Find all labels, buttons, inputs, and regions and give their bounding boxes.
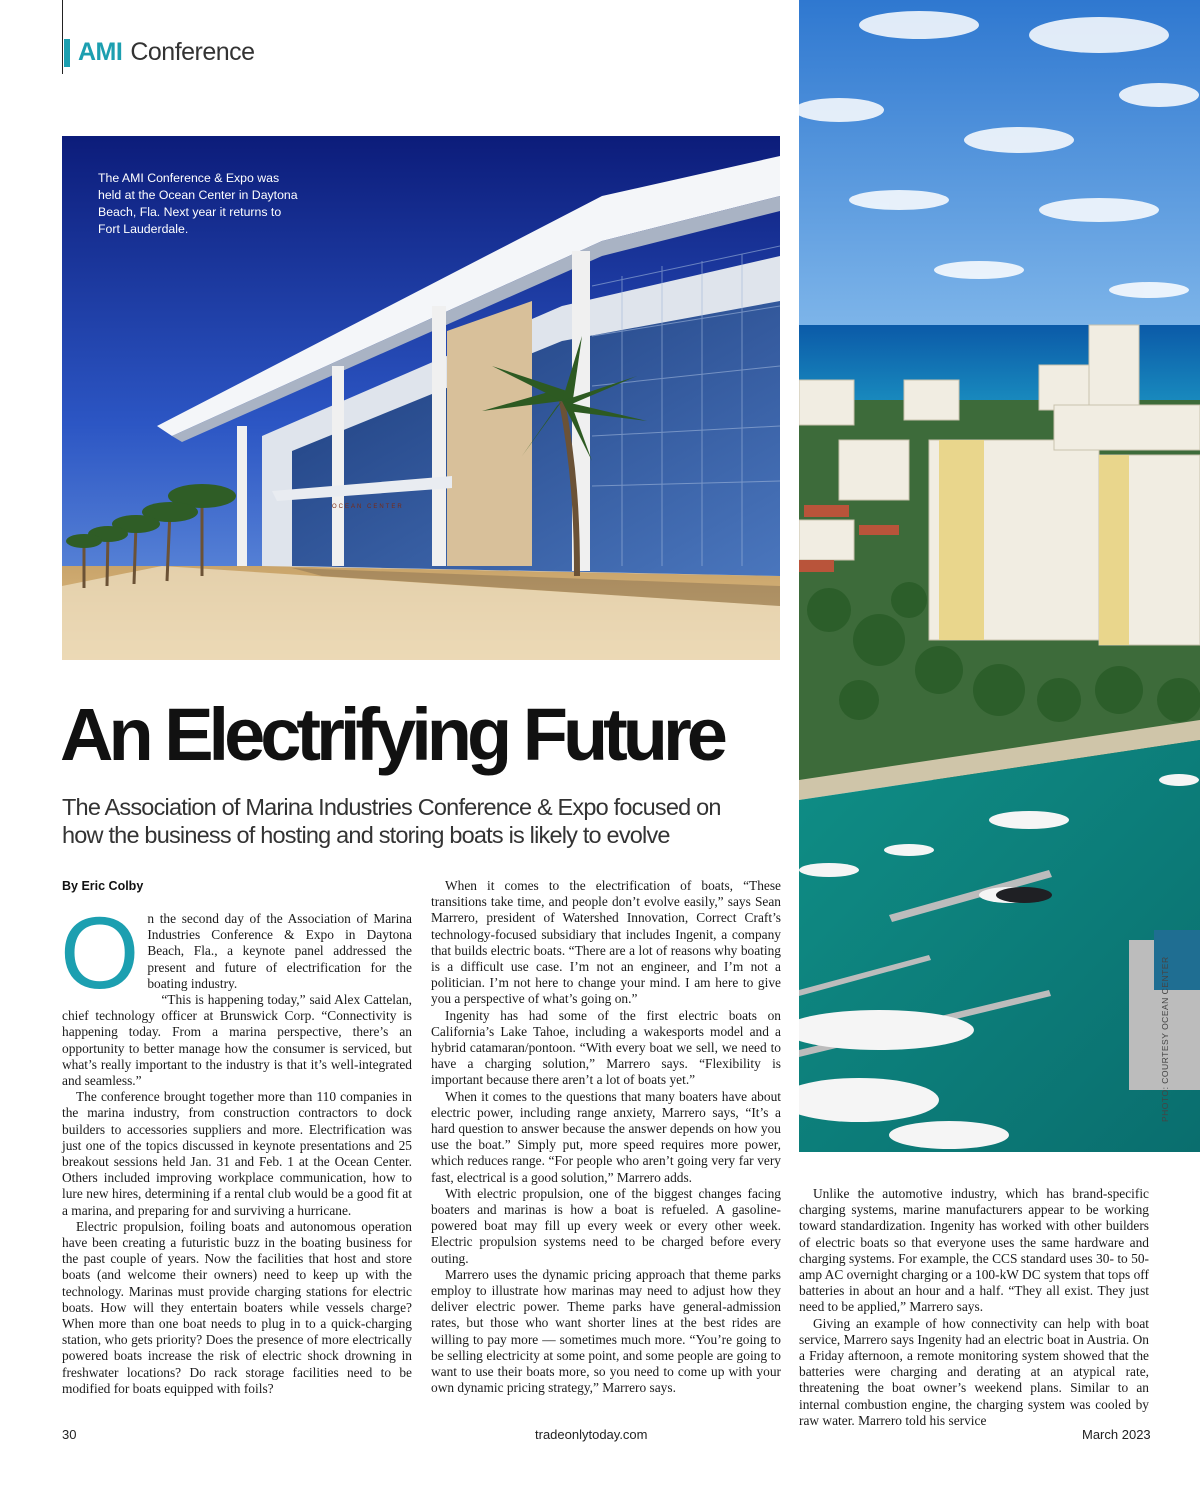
section-name: Conference bbox=[130, 38, 255, 66]
photo-caption: The AMI Conference & Expo was held at the Ocean Center in Daytona Beach, Fla. Next year it returns to Fort Lauderdale. bbox=[98, 171, 298, 236]
article-column-3 bbox=[799, 1186, 1149, 1429]
photo-credit: PHOTO: COURTESY OCEAN CENTER bbox=[1160, 956, 1170, 1122]
issue-date: March 2023 bbox=[1082, 1427, 1151, 1442]
headline: An Electrifying Future bbox=[60, 693, 723, 776]
paragraph: The conference brought together more than 110 companies in the marina industry, from construction contractors to dock builders to accessories suppliers and more. Electrification was just one of the topics discussed in keynote presentations and 25 breakout sessions held Jan. 31 and Feb. 1 at the Ocean Center. Others included improving workplace communication, how to lure new hires, determining if a rental club would be a good fit at a marina, and preparing for and surviving a hurricane. bbox=[62, 1089, 412, 1218]
drop-cap: O bbox=[60, 896, 140, 1010]
aerial-marina-photo bbox=[799, 0, 1200, 1152]
paragraph: When it comes to the questions that many boaters have about electric power, including range anxiety, Marrero says, “It’s a hard question to answer because the answer depends on how you use the boat.” Simply put, more speed requires more power, which reduces range. “For people who aren’t going very far very fast, electrical is a good solution,” Marrero adds. bbox=[431, 1088, 781, 1185]
ocean-center-photo bbox=[62, 136, 780, 660]
deck: The Association of Marina Industries Conference & Expo focused on how the business of hosting and storing boats is likely to evolve bbox=[62, 794, 721, 848]
paragraph: Giving an example of how connectivity can help with boat service, Marrero says Ingenity had an electric boat in Austria. On a Friday afternoon, a remote monitoring system showed that the batteries were charging and derating at an atypical rate, threatening the boat owner’s weekend plans. Similar to an internal combustion engine, the charging system was cooled by raw water. Marrero told his service bbox=[799, 1315, 1149, 1428]
page-number: 30 bbox=[62, 1427, 77, 1442]
paragraph: Unlike the automotive industry, which has brand-specific charging systems, marine manufacturers appear to be working toward standardization. Ingenity has worked with other builders of electric boats so that everyone uses the same hardware and charging systems. For example, the CCS standard uses 30- to 50-amp AC overnight charging or a 100-kW DC system that tops off batteries in about an hour and a half. “They all exist. They just need to be applied,” Marrero says. bbox=[799, 1186, 1149, 1315]
article-column-2 bbox=[431, 878, 781, 1397]
section-brand: AMI bbox=[78, 38, 123, 66]
building-sign: OCEAN CENTER bbox=[332, 504, 404, 510]
paragraph: Electric propulsion, foiling boats and autonomous operation have been creating a futuristic buzz in the boating business for the past couple of years. Now the facilities that host and store boats (and welcome their owners) need to keep up with the technology. Marinas must provide charging stations for electric boats. How will they entertain boaters while vessels charge? When more than one boat needs to plug in to a quick-charging station, who gets priority? Does the presence of more electrically powered boats increase the risk of electric shock drowning in freshwater locations? Do rack storage facilities need to be modified for boats equipped with foils? bbox=[62, 1218, 412, 1396]
section-label bbox=[64, 38, 255, 67]
paragraph: “This is happening today,” said Alex Cattelan, chief technology officer at Brunswick Corp. “Connectivity is happening today. From a marina perspective, there’s an opportunity to better manage how the consumer is serviced, but what’s really important to the industry is that it’s well-integrated and seamless.” bbox=[62, 992, 412, 1089]
paragraph: n the second day of the Association of Marina Industries Conference & Expo in Daytona Beach, Fla., a keynote panel addressed the present and future of electrification for the boating industry. bbox=[147, 911, 412, 991]
footer-website[interactable]: tradeonlytoday.com bbox=[535, 1427, 648, 1442]
paragraph: Ingenity has had some of the first electric boats on California’s Lake Tahoe, including a wakesports model and a hybrid catamaran/pontoon. “With every boat we sell, we need to have a charging solution,” Marrero says. “Flexibility is important because there aren’t a lot of boats yet.” bbox=[431, 1007, 781, 1088]
section-bar bbox=[64, 39, 70, 67]
paragraph: When it comes to the electrification of boats, “These transitions take time, and people don’t evolve easily,” says Sean Marrero, president of Watershed Innovation, Correct Craft’s technology-focused subsidiary that includes Ingenit, a company that builds electric boats. “There are a lot of reasons why boating is a difficult use case. I’m not an engineer, and I’m not a politician. I’m not here to change your mind. I am here to give you a perspective of what’s going on.” bbox=[431, 878, 781, 1007]
article-column-1 bbox=[60, 896, 412, 1397]
paragraph: Marrero uses the dynamic pricing approach that theme parks employ to illustrate how marinas may need to adjust how they deliver electric power. Theme parks have general-admission rates, but those who want shorter lines at the best rides are willing to pay more — sometimes much more. “You’re going to be selling electricity at some point, and some people are going to want to use their boats more, so you need to come up with your own dynamic pricing strategy,” Marrero says. bbox=[431, 1266, 781, 1396]
top-rule bbox=[62, 0, 63, 74]
paragraph: With electric propulsion, one of the biggest changes facing boaters and marinas is how a boat is refueled. A gasoline-powered boat may fill up every week or every other week. Electric propulsion systems need to be charged before every outing. bbox=[431, 1185, 781, 1266]
byline: By Eric Colby bbox=[62, 879, 144, 893]
